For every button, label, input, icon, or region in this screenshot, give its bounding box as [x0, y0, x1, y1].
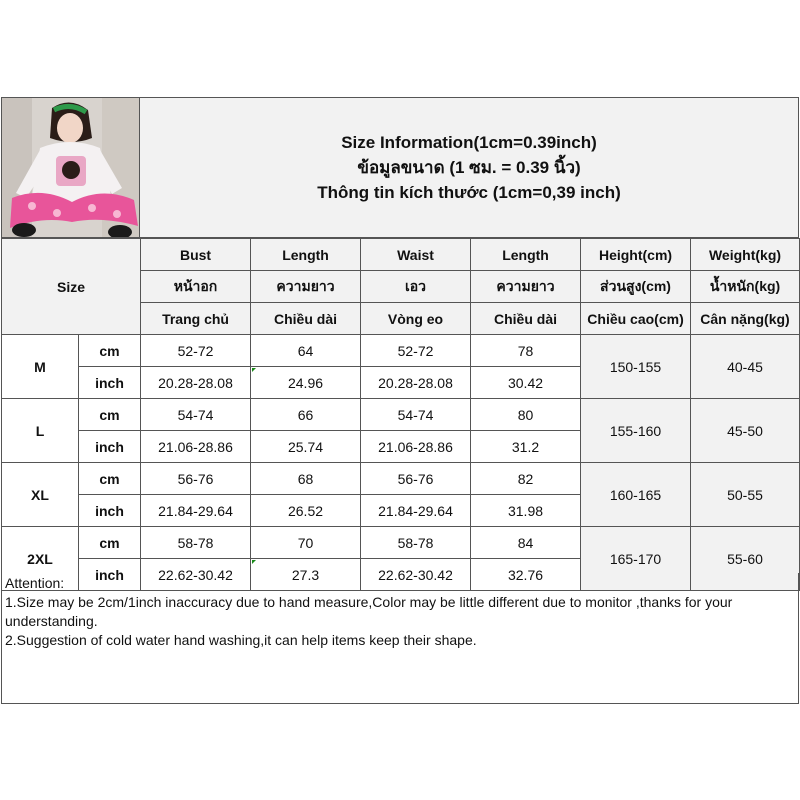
size-label-2xl: 2XL	[2, 527, 79, 591]
length-cm: 70	[251, 527, 361, 559]
weight-range: 50-55	[691, 463, 800, 527]
size-info-header	[140, 97, 799, 238]
col-pants-length-vi: Chiều dài	[471, 303, 581, 335]
weight-range: 55-60	[691, 527, 800, 591]
unit-cm: cm	[79, 527, 141, 559]
header-row-english	[2, 239, 800, 271]
table-row	[2, 463, 800, 495]
bust-cm: 56-76	[141, 463, 251, 495]
col-waist-en: Waist	[361, 239, 471, 271]
attention-title: Attention:	[5, 575, 65, 591]
waist-inch: 21.84-29.64	[361, 495, 471, 527]
length-cm: 68	[251, 463, 361, 495]
weight-range: 40-45	[691, 335, 800, 399]
unit-inch: inch	[79, 367, 141, 399]
table-row	[2, 399, 800, 431]
col-length-vi: Chiều dài	[251, 303, 361, 335]
col-waist-th: เอว	[361, 271, 471, 303]
col-bust-th: หน้าอก	[141, 271, 251, 303]
pants-length-inch: 31.2	[471, 431, 581, 463]
col-length-en: Length	[251, 239, 361, 271]
header-thai: ข้อมูลขนาด (1 ซม. = 0.39 นิ้ว)	[357, 158, 581, 177]
col-weight-en: Weight(kg)	[691, 239, 800, 271]
waist-cm: 54-74	[361, 399, 471, 431]
col-height-th: ส่วนสูง(cm)	[581, 271, 691, 303]
pants-length-inch: 30.42	[471, 367, 581, 399]
length-cm: 64	[251, 335, 361, 367]
size-label-m: M	[2, 335, 79, 399]
col-pants-length-th: ความยาว	[471, 271, 581, 303]
col-waist-vi: Vòng eo	[361, 303, 471, 335]
waist-cm: 56-76	[361, 463, 471, 495]
waist-inch: 21.06-28.86	[361, 431, 471, 463]
size-heading: Size	[2, 239, 141, 335]
pants-length-cm: 84	[471, 527, 581, 559]
length-cm: 66	[251, 399, 361, 431]
unit-inch: inch	[79, 559, 141, 591]
attention-notes	[1, 573, 799, 704]
weight-range: 45-50	[691, 399, 800, 463]
length-inch: 24.96	[251, 367, 361, 399]
model-photo-icon	[2, 98, 140, 238]
pants-length-cm: 82	[471, 463, 581, 495]
unit-inch: inch	[79, 495, 141, 527]
table-row	[2, 335, 800, 367]
height-range: 165-170	[581, 527, 691, 591]
waist-cm: 58-78	[361, 527, 471, 559]
length-inch: 26.52	[251, 495, 361, 527]
length-inch: 27.3	[251, 559, 361, 591]
col-length-th: ความยาว	[251, 271, 361, 303]
pants-length-cm: 78	[471, 335, 581, 367]
size-label-l: L	[2, 399, 79, 463]
col-pants-length-en: Length	[471, 239, 581, 271]
bust-cm: 52-72	[141, 335, 251, 367]
pants-length-cm: 80	[471, 399, 581, 431]
height-range: 155-160	[581, 399, 691, 463]
col-height-vi: Chiều cao(cm)	[581, 303, 691, 335]
col-weight-th: น้ำหนัก(kg)	[691, 271, 800, 303]
pants-length-inch: 32.76	[471, 559, 581, 591]
size-table	[1, 238, 800, 591]
bust-cm: 54-74	[141, 399, 251, 431]
attention-note-1: 1.Size may be 2cm/1inch inaccuracy due to hand measure,Color may be little different due to monitor ,thanks for your understanding.	[5, 594, 733, 629]
bust-inch: 20.28-28.08	[141, 367, 251, 399]
unit-cm: cm	[79, 335, 141, 367]
length-inch: 25.74	[251, 431, 361, 463]
header-vietnamese: Thông tin kích thước (1cm=0,39 inch)	[317, 183, 621, 202]
header-english: Size Information(1cm=0.39inch)	[341, 133, 597, 152]
bust-cm: 58-78	[141, 527, 251, 559]
col-height-en: Height(cm)	[581, 239, 691, 271]
model-photo	[1, 97, 140, 238]
unit-cm: cm	[79, 399, 141, 431]
bust-inch: 22.62-30.42	[141, 559, 251, 591]
col-bust-vi: Trang chủ	[141, 303, 251, 335]
pants-length-inch: 31.98	[471, 495, 581, 527]
table-row	[2, 527, 800, 559]
waist-inch: 22.62-30.42	[361, 559, 471, 591]
height-range: 150-155	[581, 335, 691, 399]
attention-note-2: 2.Suggestion of cold water hand washing,it can help items keep their shape.	[5, 632, 477, 648]
bust-inch: 21.84-29.64	[141, 495, 251, 527]
unit-inch: inch	[79, 431, 141, 463]
waist-inch: 20.28-28.08	[361, 367, 471, 399]
bust-inch: 21.06-28.86	[141, 431, 251, 463]
col-weight-vi: Cân nặng(kg)	[691, 303, 800, 335]
col-bust-en: Bust	[141, 239, 251, 271]
size-label-xl: XL	[2, 463, 79, 527]
unit-cm: cm	[79, 463, 141, 495]
waist-cm: 52-72	[361, 335, 471, 367]
height-range: 160-165	[581, 463, 691, 527]
